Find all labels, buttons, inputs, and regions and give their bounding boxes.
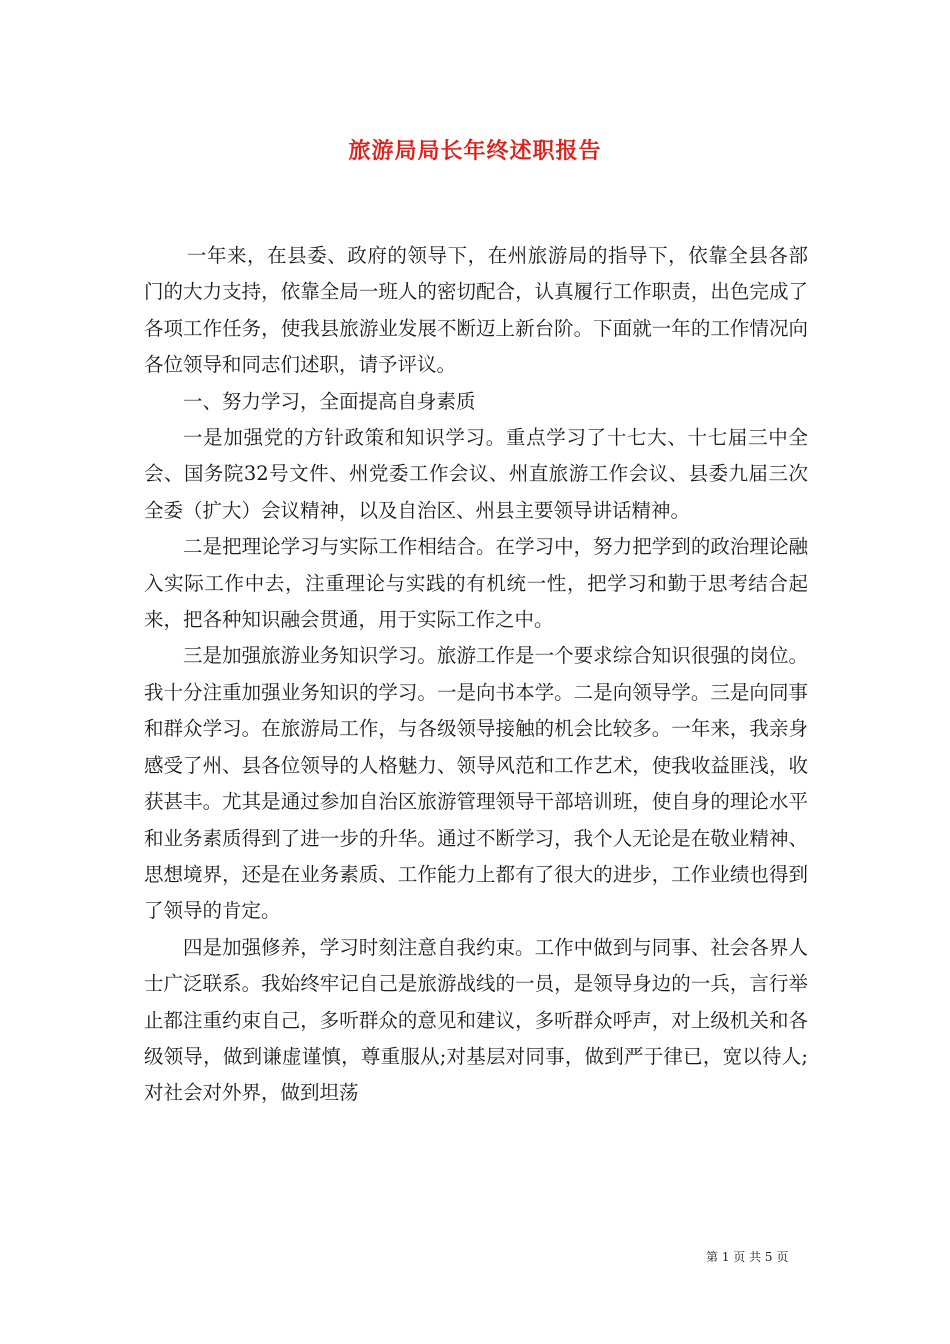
paragraph-intro: 一年来，在县委、政府的领导下，在州旅游局的指导下，依靠全县各部门的大力支持，依靠全局一班人的密切配合，认真履行工作职责，出色完成了各项工作任务，使我县旅游业发展不断迈上新台阶。下面就一年的工作情况向各位领导和同志们述职，请予评议。 <box>144 244 808 377</box>
paragraph-item-3: 三是加强旅游业务知识学习。旅游工作是一个要求综合知识很强的岗位。我十分注重加强业务知识的学习。一是向书本学。二是向领导学。三是向同事和群众学习。在旅游局工作，与各级领导接触的机会比较多。一年来，我亲身感受了州、县各位领导的人格魅力、领导风范和工作艺术，使我收益匪浅，收获甚丰。尤其是通过参加自治区旅游管理领导干部培训班，使自身的理论水平和业务素质得到了进一步的升华。通过不断学习，我个人无论是在敬业精神、思想境界，还是在业务素质、工作能力上都有了很大的进步，工作业绩也得到了领导的肯定。 <box>144 644 808 923</box>
section-heading: 一、努力学习，全面提高自身素质 <box>183 389 476 413</box>
paragraph-item-4: 四是加强修养，学习时刻注意自我约束。工作中做到与同事、社会各界人士广泛联系。我始终牢记自己是旅游战线的一员，是领导身边的一兵，言行举止都注重约束自己，多听群众的意见和建议，多听群众呼声，对上级机关和各级领导，做到谦虚谨慎，尊重服从;对基层对同事，做到严于律已，宽以待人;对社会对外界，做到坦荡 <box>144 935 808 1105</box>
document-body <box>144 238 808 1112</box>
document-title: 旅游局局长年终述职报告 <box>348 138 602 164</box>
page-number-footer: 第 1 页 共 5 页 <box>706 1250 789 1264</box>
paragraph-item-2: 二是把理论学习与实际工作相结合。在学习中，努力把学到的政治理论融入实际工作中去，注重理论与实践的有机统一性，把学习和勤于思考结合起来，把各种知识融会贯通，用于实际工作之中。 <box>144 535 808 632</box>
paragraph-item-1: 一是加强党的方针政策和知识学习。重点学习了十七大、十七届三中全会、国务院32号文件、州党委工作会议、州直旅游工作会议、县委九届三次全委（扩大）会议精神，以及自治区、州县主要领导讲话精神。 <box>144 426 808 522</box>
